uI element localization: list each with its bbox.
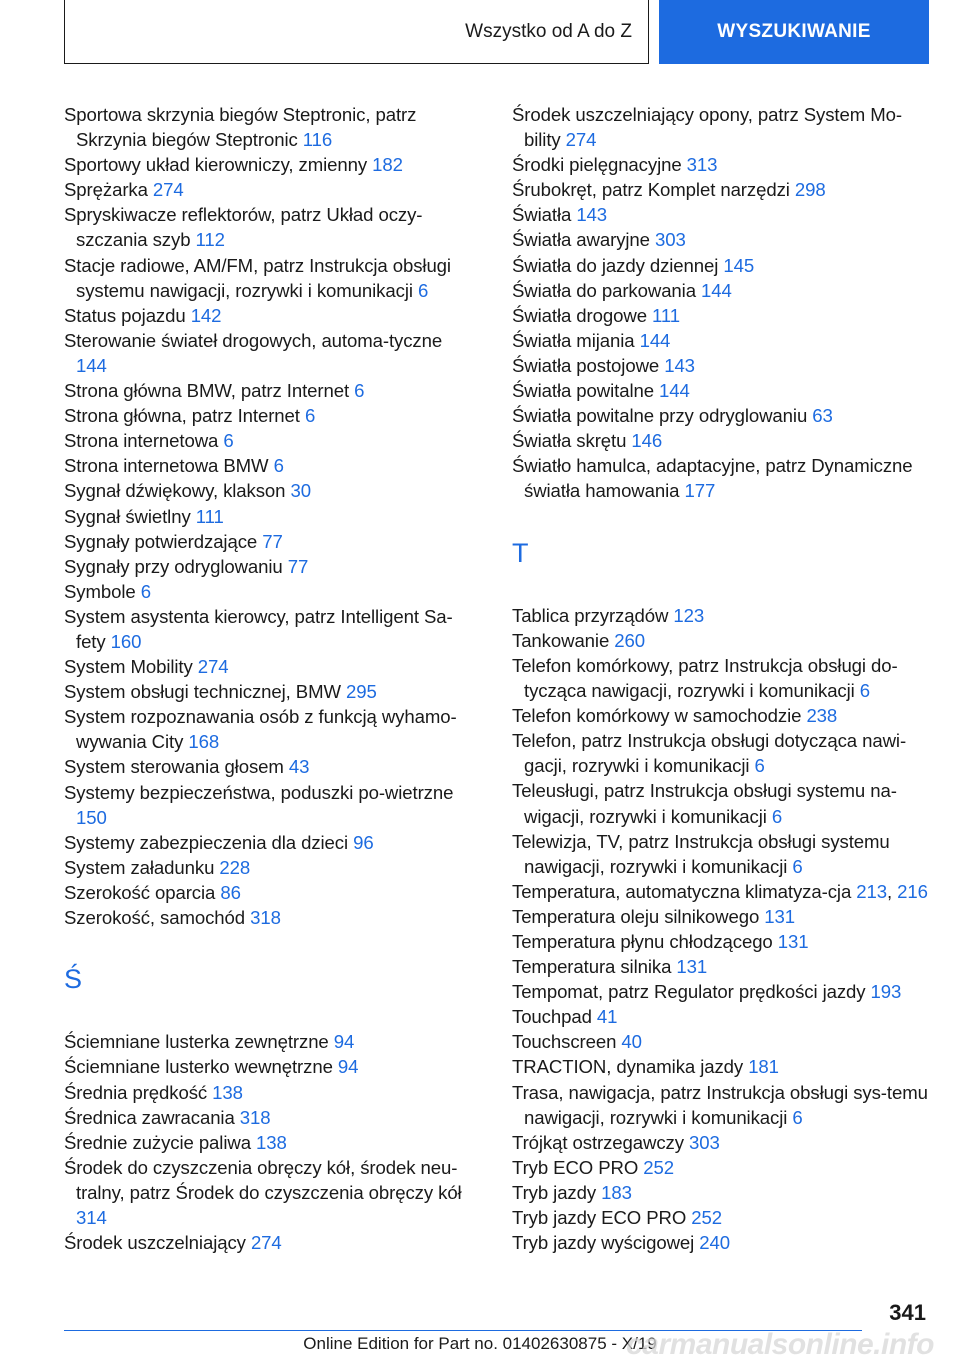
index-entry-text: System sterowania głosem <box>64 756 289 778</box>
page-link[interactable]: 274 <box>197 656 229 678</box>
index-entry-text: Środek do czyszczenia obręczy kół, środek neu-tralny, patrz Środek do czyszczenia obręczy kół <box>64 1156 462 1203</box>
page-link[interactable]: 6 <box>354 380 365 402</box>
index-entry-text: Telefon komórkowy, patrz Instrukcja obsługi do-tycząca nawigacji, rozrywki i komunikacji <box>512 654 898 702</box>
page-link[interactable]: 111 <box>652 304 680 326</box>
index-entry-text: Szerokość, samochód <box>64 907 251 928</box>
index-entry-text: Tablica przyrządów <box>512 604 674 626</box>
page-link[interactable]: 6 <box>140 580 151 602</box>
page-link[interactable]: 6 <box>304 405 316 427</box>
page-link[interactable]: 295 <box>346 681 377 703</box>
page-link[interactable]: 116 <box>302 129 333 151</box>
page-link[interactable]: 63 <box>812 405 833 427</box>
index-entry <box>512 1180 928 1205</box>
page-link[interactable]: 183 <box>601 1181 632 1203</box>
index-entry-text: Strona internetowa BMW <box>64 455 274 477</box>
index-entry <box>64 453 474 478</box>
page-link[interactable]: 131 <box>777 931 809 953</box>
index-entry <box>512 979 928 1004</box>
index-entry <box>64 1080 474 1105</box>
index-entry <box>64 403 474 428</box>
index-entry <box>512 278 928 303</box>
index-entry <box>64 579 474 604</box>
page-link[interactable]: 6 <box>792 855 803 877</box>
page-link[interactable]: 274 <box>152 179 184 201</box>
page-link[interactable]: 94 <box>337 1056 359 1078</box>
index-entry <box>512 1130 928 1155</box>
index-entry-text: Systemy zabezpieczenia dla dzieci <box>64 831 354 853</box>
page-link[interactable]: 94 <box>333 1031 355 1053</box>
index-entry-text: Światło hamulca, adaptacyjne, patrz Dynamiczne światła hamowania <box>512 455 913 502</box>
index-entry <box>64 554 474 579</box>
index-entry <box>512 1054 928 1079</box>
page-link[interactable]: 177 <box>684 480 716 502</box>
index-letter-heading: T <box>512 537 529 568</box>
index-entry-text: Światła drogowe <box>512 304 652 326</box>
page-link[interactable]: 314 <box>76 1207 107 1229</box>
index-entry <box>64 328 474 378</box>
index-entry-text: TRACTION, dynamika jazdy <box>512 1056 749 1078</box>
index-entry <box>512 778 928 828</box>
watermark: carmanualsonline.info <box>626 1328 934 1361</box>
index-entry: Temperatura, automatyczna klimatyza-cja 213, 216 <box>512 880 928 902</box>
index-letter-heading: Ś <box>64 964 83 995</box>
index-entry-text: Symbole <box>64 580 141 602</box>
page-link[interactable]: 6 <box>223 430 234 452</box>
page-link[interactable]: 146 <box>631 430 663 452</box>
index-entry-text: Tryb ECO PRO <box>512 1156 644 1178</box>
page-link[interactable]: 96 <box>353 831 374 853</box>
page-link[interactable]: 216 <box>897 880 928 902</box>
page-link[interactable]: 6 <box>792 1106 803 1128</box>
page-link[interactable]: 318 <box>250 907 281 928</box>
index-entry-text: Strona internetowa <box>64 430 224 452</box>
page-link[interactable]: 142 <box>190 304 222 326</box>
index-entry-text: Środek uszczelniający opony, patrz System Mo-bility <box>512 104 902 151</box>
index-entry-text: Temperatura oleju silnikowego <box>512 905 765 927</box>
index-entry-text: Sygnały potwierdzające <box>64 530 263 552</box>
page-link[interactable]: 144 <box>76 354 107 376</box>
page-link[interactable]: 138 <box>212 1081 243 1103</box>
index-entry-text: System załadunku <box>64 856 220 878</box>
index-entry <box>512 353 928 378</box>
index-entry <box>64 478 474 503</box>
index-entry-text: Sportowy układ kierowniczy, zmienny <box>64 154 373 176</box>
page-link[interactable]: 77 <box>287 555 309 577</box>
index-entry <box>64 202 474 252</box>
index-entry <box>64 905 474 930</box>
index-entry-text: Status pojazdu <box>64 304 191 326</box>
page-link[interactable]: 6 <box>771 805 783 827</box>
index-entry-text: Światła skrętu <box>512 430 632 452</box>
page-link[interactable]: 160 <box>110 630 142 652</box>
page-link[interactable]: 86 <box>220 881 241 903</box>
page-link[interactable]: 318 <box>239 1106 271 1128</box>
index-entry-text: Światła do jazdy dziennej <box>512 254 724 276</box>
page-link[interactable]: 77 <box>262 530 283 552</box>
index-column-right <box>512 102 928 1255</box>
page-link[interactable]: 40 <box>621 1031 642 1053</box>
index-entry-text: Średnia prędkość <box>64 1081 213 1103</box>
index-entry <box>64 654 474 679</box>
page-link[interactable]: 138 <box>256 1131 287 1153</box>
index-entry-text: Środek uszczelniający <box>64 1232 251 1254</box>
index-entry <box>512 102 928 152</box>
index-entry-text: Telewizja, TV, patrz Instrukcja obsługi systemu nawigacji, rozrywki i komunikacji <box>512 830 890 877</box>
index-entry <box>64 303 474 328</box>
page-link[interactable]: 6 <box>859 680 871 702</box>
index-entry-text: Telefon, patrz Instrukcja obsługi dotycząca nawi-gacji, rozrywki i komunikacji <box>512 730 907 777</box>
index-entry <box>64 704 474 754</box>
index-entry-text: Tempomat, patrz Regulator prędkości jazdy <box>512 981 871 1003</box>
index-entry-text: Temperatura, automatyczna klimatyza-cja <box>512 880 857 902</box>
index-entry <box>64 830 474 855</box>
tab-search[interactable]: WYSZUKIWANIE <box>659 0 929 64</box>
page-link[interactable]: 168 <box>188 731 220 753</box>
index-entry-text: Sterowanie świateł drogowych, automa-tyczne <box>64 329 443 351</box>
index-entry <box>64 1230 474 1255</box>
index-entry-text: Tryb jazdy ECO PRO <box>512 1207 692 1229</box>
index-entry <box>512 603 928 628</box>
index-entry-text: Sprężarka <box>64 179 153 201</box>
index-entry <box>64 177 474 202</box>
index-entry <box>512 303 928 328</box>
index-entry <box>64 1130 474 1155</box>
index-entry-text: Światła powitalne <box>512 380 660 402</box>
index-entry <box>512 177 928 202</box>
page-link[interactable]: 145 <box>723 254 755 276</box>
index-entry <box>512 628 928 653</box>
page-link[interactable]: 240 <box>699 1232 730 1254</box>
index-entry <box>64 1155 474 1230</box>
index-entry <box>64 102 474 152</box>
page-link[interactable]: 143 <box>576 204 608 226</box>
page-link[interactable]: 43 <box>288 756 310 778</box>
index-entry-text: Światła awaryjne <box>512 229 655 251</box>
index-entry-text: Strona główna BMW, patrz Internet <box>64 380 355 402</box>
index-entry-text: Światła mijania <box>512 329 640 351</box>
index-entry-text: System obsługi technicznej, BMW <box>64 681 347 703</box>
index-entry <box>512 703 928 728</box>
page-link[interactable]: 274 <box>250 1232 282 1254</box>
index-entry <box>64 504 474 529</box>
index-entry-text: System asystenta kierowcy, patrz Intelligent Sa-fety <box>64 605 453 652</box>
index-entry <box>512 954 928 979</box>
page-link[interactable]: 181 <box>748 1056 779 1078</box>
page-link[interactable]: 193 <box>870 981 902 1003</box>
index-entry <box>512 428 928 453</box>
index-entry-text: Spryskiwacze reflektorów, patrz Układ oczy-szczania szyb <box>64 204 423 251</box>
index-entry-text: Tankowanie <box>512 629 615 651</box>
index-entry <box>512 904 928 929</box>
page-link[interactable]: 260 <box>614 629 645 651</box>
page-link[interactable]: 252 <box>643 1156 675 1178</box>
index-entry-text: Światła powitalne przy odryglowaniu <box>512 405 813 427</box>
index-entry-text: Światła <box>512 204 577 226</box>
index-entry-text: Sportowa skrzynia biegów Steptronic, patrz Skrzynia biegów Steptronic <box>64 104 417 151</box>
page-link[interactable]: 6 <box>754 755 765 777</box>
page-link[interactable]: 298 <box>794 179 826 201</box>
page-link[interactable]: 144 <box>659 380 690 402</box>
index-entry <box>64 604 474 654</box>
index-entry <box>64 679 474 704</box>
index-entry-text: Touchscreen <box>512 1031 622 1053</box>
page-link[interactable]: 131 <box>764 905 796 927</box>
page-link[interactable]: 213 <box>856 880 887 902</box>
page-link[interactable]: 182 <box>372 154 403 176</box>
index-entry <box>512 1029 928 1054</box>
index-entry <box>512 253 928 278</box>
page-link[interactable]: 6 <box>273 455 284 477</box>
index-entry-text: Telefon komórkowy w samochodzie <box>512 705 807 727</box>
index-entry-text: Środki pielęgnacyjne <box>512 154 687 176</box>
index-entry <box>512 453 928 503</box>
page-link[interactable]: 111 <box>195 505 224 527</box>
page-link[interactable]: 112 <box>195 229 225 251</box>
index-entry-text: Światła postojowe <box>512 354 665 376</box>
index-entry <box>64 253 474 303</box>
index-entry-text: Średnie zużycie paliwa <box>64 1131 256 1153</box>
index-entry <box>512 227 928 252</box>
index-entry <box>64 754 474 779</box>
index-entry <box>512 728 928 778</box>
index-entry-text: Sygnał świetlny <box>64 505 196 527</box>
index-entry <box>512 653 928 703</box>
index-entry <box>512 328 928 353</box>
index-entry <box>512 929 928 954</box>
index-entry <box>64 378 474 403</box>
index-entry <box>512 152 928 177</box>
index-entry-text: Temperatura płynu chłodzącego <box>512 931 778 953</box>
index-entry <box>512 202 928 227</box>
index-entry-text: System rozpoznawania osób z funkcją wyhamo-wywania City <box>64 706 457 753</box>
page-link[interactable]: 144 <box>701 279 732 301</box>
index-entry-text: Teleusługi, patrz Instrukcja obsługi systemu na-wigacji, rozrywki i komunikacji <box>512 780 897 827</box>
index-entry-text: Ściemniane lusterko wewnętrzne <box>64 1056 338 1078</box>
footer-edition: Online Edition for Part no. 01402630875 - X/19 <box>303 1334 657 1353</box>
index-entry <box>64 880 474 905</box>
page-link[interactable]: 313 <box>686 154 718 176</box>
index-entry <box>64 780 474 830</box>
index-entry <box>512 1080 928 1130</box>
page-link[interactable]: 30 <box>290 480 311 502</box>
index-entry <box>64 428 474 453</box>
index-entry <box>64 1029 474 1054</box>
tab-a-to-z[interactable]: Wszystko od A do Z <box>64 0 649 64</box>
header-tabs <box>64 0 929 66</box>
index-entry <box>64 855 474 880</box>
page-link[interactable]: 228 <box>219 856 251 878</box>
index-entry <box>512 1004 928 1029</box>
page-link[interactable]: 131 <box>676 956 708 978</box>
index-entry-text: Śrubokręt, patrz Komplet narzędzi <box>512 179 795 201</box>
page-number: 341 <box>889 1300 926 1325</box>
index-entry <box>64 529 474 554</box>
index-entry-text: Światła do parkowania <box>512 279 702 301</box>
page-link[interactable]: 123 <box>673 604 705 626</box>
index-entry <box>512 1205 928 1230</box>
index-entry <box>512 829 928 879</box>
index-entry-text: Trójkąt ostrzegawczy <box>512 1131 690 1153</box>
index-entry-text: Szerokość oparcia <box>64 881 221 903</box>
page-link[interactable]: 274 <box>565 129 597 151</box>
page-link[interactable]: 41 <box>596 1006 618 1028</box>
index-entry-text: Temperatura silnika <box>512 956 677 978</box>
index-entry-text: Strona główna, patrz Internet <box>64 405 305 427</box>
page-link[interactable]: 303 <box>654 229 686 251</box>
index-entry-text: Touchpad <box>512 1006 597 1028</box>
index-entry-text: Sygnały przy odryglowaniu <box>64 555 288 577</box>
page-link[interactable]: 144 <box>639 329 671 351</box>
page-link[interactable]: 252 <box>691 1207 722 1229</box>
page-link[interactable]: 303 <box>689 1131 720 1153</box>
index-entry-text: Stacje radiowe, AM/FM, patrz Instrukcja obsługi systemu nawigacji, rozrywki i komunikacji <box>64 254 451 301</box>
index-entry-text: Sygnał dźwiękowy, klakson <box>64 480 291 502</box>
page-link[interactable]: 238 <box>806 705 838 727</box>
index-entry <box>64 1105 474 1130</box>
index-entry <box>512 1155 928 1180</box>
index-entry-text: Tryb jazdy <box>512 1181 602 1203</box>
index-entry <box>64 152 474 177</box>
index-entry-text: System Mobility <box>64 656 198 678</box>
index-entry-text: Ściemniane lusterka zewnętrzne <box>64 1031 334 1053</box>
index-entry-text: Średnica zawracania <box>64 1106 240 1128</box>
page-link[interactable]: 6 <box>417 279 429 301</box>
page-link[interactable]: 150 <box>76 806 107 828</box>
index-entry <box>512 378 928 403</box>
index-entry-text: Systemy bezpieczeństwa, poduszki po-wietrzne <box>64 781 454 803</box>
index-entry <box>512 1230 928 1255</box>
index-entry <box>64 1054 474 1079</box>
index-entry <box>512 403 928 428</box>
page-link[interactable]: 143 <box>664 354 695 376</box>
index-entry-text: Tryb jazdy wyścigowej <box>512 1232 700 1254</box>
index-entry-text: Trasa, nawigacja, patrz Instrukcja obsługi sys-temu nawigacji, rozrywki i komunikacji <box>512 1081 928 1128</box>
index-column-left <box>64 102 474 1255</box>
